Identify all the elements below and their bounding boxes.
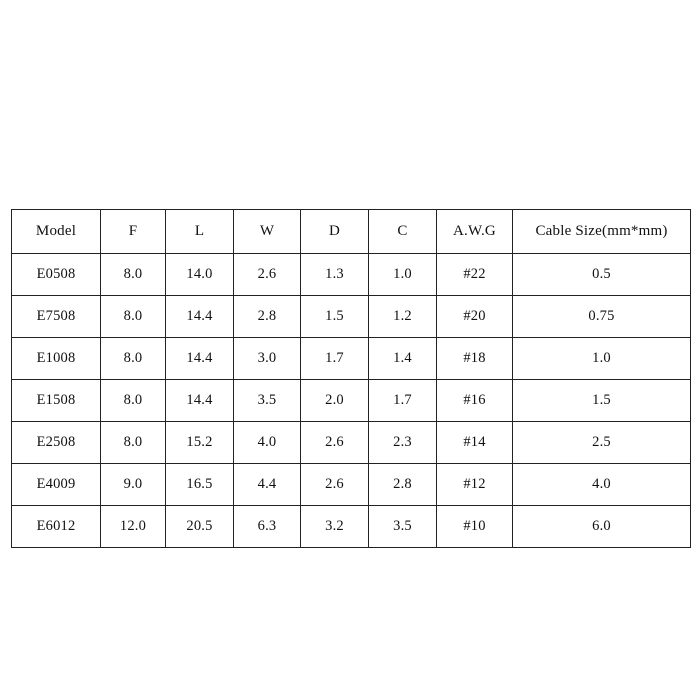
cell-awg: #16 <box>437 380 513 422</box>
column-header-c: C <box>369 210 437 254</box>
column-header-model: Model <box>12 210 101 254</box>
table-row <box>12 464 691 506</box>
cell-l: 14.4 <box>166 338 234 380</box>
cell-w: 2.8 <box>234 296 301 338</box>
cell-awg: #14 <box>437 422 513 464</box>
cell-l: 15.2 <box>166 422 234 464</box>
cell-cable-size: 0.5 <box>513 254 691 296</box>
cell-f: 12.0 <box>101 506 166 548</box>
cell-cable-size: 1.0 <box>513 338 691 380</box>
cell-f: 8.0 <box>101 380 166 422</box>
cell-f: 8.0 <box>101 338 166 380</box>
cell-w: 4.0 <box>234 422 301 464</box>
cell-l: 14.4 <box>166 296 234 338</box>
table-row <box>12 422 691 464</box>
column-header-l: L <box>166 210 234 254</box>
cell-model: E4009 <box>12 464 101 506</box>
cell-model: E0508 <box>12 254 101 296</box>
cell-f: 8.0 <box>101 422 166 464</box>
cell-l: 14.4 <box>166 380 234 422</box>
cell-f: 9.0 <box>101 464 166 506</box>
cell-w: 6.3 <box>234 506 301 548</box>
cell-cable-size: 6.0 <box>513 506 691 548</box>
cell-cable-size: 2.5 <box>513 422 691 464</box>
cell-d: 1.5 <box>301 296 369 338</box>
cell-model: E7508 <box>12 296 101 338</box>
specification-table <box>11 209 691 548</box>
cell-cable-size: 0.75 <box>513 296 691 338</box>
cell-l: 14.0 <box>166 254 234 296</box>
cell-d: 3.2 <box>301 506 369 548</box>
cell-c: 1.2 <box>369 296 437 338</box>
cell-l: 16.5 <box>166 464 234 506</box>
cell-cable-size: 4.0 <box>513 464 691 506</box>
column-header-w: W <box>234 210 301 254</box>
column-header-d: D <box>301 210 369 254</box>
spec-table-container <box>11 209 690 548</box>
table-row <box>12 338 691 380</box>
cell-awg: #18 <box>437 338 513 380</box>
cell-cable-size: 1.5 <box>513 380 691 422</box>
table-row <box>12 380 691 422</box>
cell-c: 1.7 <box>369 380 437 422</box>
column-header-f: F <box>101 210 166 254</box>
cell-w: 3.5 <box>234 380 301 422</box>
cell-c: 1.0 <box>369 254 437 296</box>
table-row <box>12 506 691 548</box>
cell-w: 4.4 <box>234 464 301 506</box>
cell-awg: #22 <box>437 254 513 296</box>
cell-w: 3.0 <box>234 338 301 380</box>
cell-f: 8.0 <box>101 296 166 338</box>
cell-awg: #12 <box>437 464 513 506</box>
table-header-row <box>12 210 691 254</box>
cell-d: 1.3 <box>301 254 369 296</box>
cell-c: 2.3 <box>369 422 437 464</box>
column-header-cable-size: Cable Size(mm*mm) <box>513 210 691 254</box>
cell-d: 2.0 <box>301 380 369 422</box>
cell-c: 2.8 <box>369 464 437 506</box>
column-header-awg: A.W.G <box>437 210 513 254</box>
cell-model: E1508 <box>12 380 101 422</box>
cell-awg: #10 <box>437 506 513 548</box>
cell-d: 2.6 <box>301 464 369 506</box>
cell-d: 1.7 <box>301 338 369 380</box>
cell-l: 20.5 <box>166 506 234 548</box>
table-row <box>12 254 691 296</box>
cell-c: 3.5 <box>369 506 437 548</box>
cell-f: 8.0 <box>101 254 166 296</box>
cell-w: 2.6 <box>234 254 301 296</box>
cell-model: E2508 <box>12 422 101 464</box>
cell-model: E1008 <box>12 338 101 380</box>
cell-awg: #20 <box>437 296 513 338</box>
cell-d: 2.6 <box>301 422 369 464</box>
cell-c: 1.4 <box>369 338 437 380</box>
table-row <box>12 296 691 338</box>
cell-model: E6012 <box>12 506 101 548</box>
